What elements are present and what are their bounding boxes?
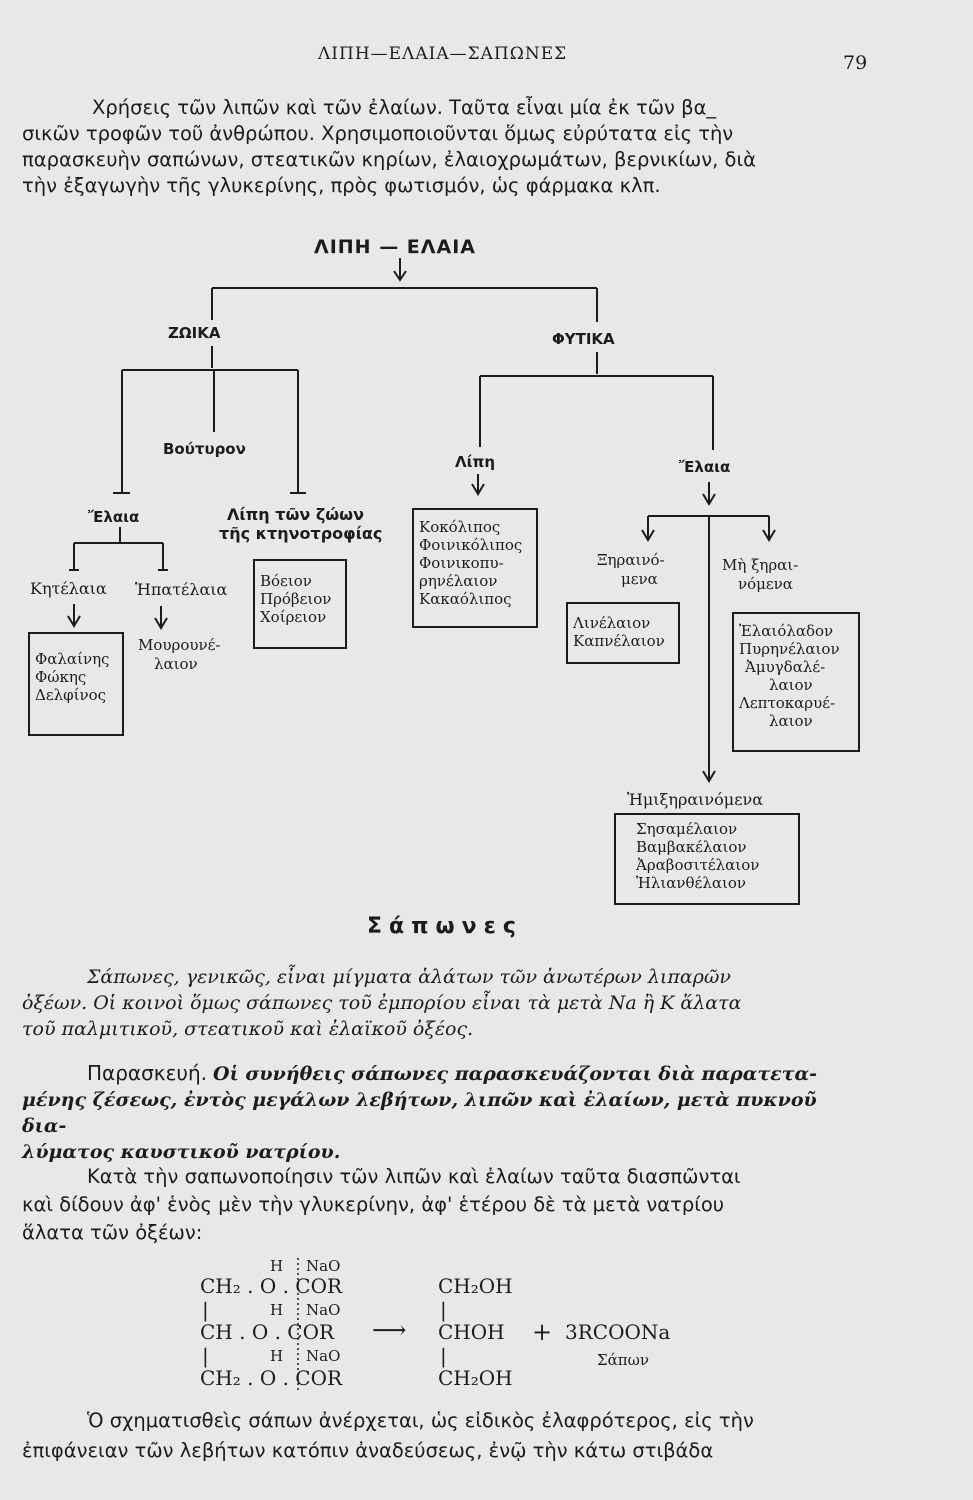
nao: NaO <box>306 1301 341 1319</box>
running-title: ΛΙΠΗ—ΕΛΑΙΑ—ΣΑΠΩΝΕΣ <box>318 44 568 64</box>
reactant-line-3: CH₂ . O . COR <box>200 1366 343 1390</box>
box-item: Καπνέλαιον <box>573 632 665 650</box>
nondrying-label-line1: Μὴ ξηραι- <box>722 556 799 574</box>
box-item: Δελφίνος <box>35 686 107 704</box>
animal-label: ΖΩΙΚΑ <box>168 324 221 342</box>
box-item: λαιον <box>769 712 813 730</box>
product-line-1: CH₂OH <box>438 1274 513 1298</box>
box-item: Πυρηνέλαιον <box>739 640 840 658</box>
box-item: λαιον <box>769 676 813 694</box>
prep-title: Παρασκευή. <box>87 1061 207 1085</box>
reactant-line-1: CH₂ . O . COR <box>200 1274 343 1298</box>
box-item: Σησαμέλαιον <box>636 820 738 838</box>
semidrying-label: Ἡμιξηραινόμενα <box>627 790 764 809</box>
text-line: ἐπιφάνειαν τῶν λεβήτων κατόπιν ἀναδεύσεως, ἐνῷ τὴν κάτω στιβάδα <box>22 1439 714 1462</box>
plant-fats-label: Λίπη <box>455 453 495 471</box>
butter-label: Βούτυρον <box>163 440 246 458</box>
bond: | <box>202 1298 209 1322</box>
tree-root: ΛΙΠΗ — ΕΛΑΙΑ <box>314 236 476 258</box>
text-line: τὴν ἐξαγωγὴν τῆς γλυκερίνης, πρὸς φωτισμόν, ὡς φάρμακα κλπ. <box>22 174 661 197</box>
box-item: Φώκης <box>35 668 87 686</box>
text-line: Ὁ σχηματισθεὶς σάπων ἀνέρχεται, ὡς εἰδικὸς ἐλαφρότερος, εἰς τὴν <box>87 1409 754 1432</box>
box-item: Ἀραβοσιτέλαιον <box>636 856 760 874</box>
text-line: καὶ δίδουν ἀφ' ἑνὸς μὲν τὴν γλυκερίνην, ἀφ' ἑτέρου δὲ τὰ μετὰ νατρίου <box>22 1193 725 1216</box>
hydrogen: H <box>270 1301 284 1319</box>
box-item: Χοίρειον <box>260 608 327 626</box>
box-item: Βόειον <box>260 572 312 590</box>
nao: NaO <box>306 1347 341 1365</box>
soap-product: 3RCOONa <box>565 1320 671 1344</box>
box-item: Κοκόλιπος <box>419 518 501 536</box>
drying-label-line1: Ξηραινό- <box>597 551 665 569</box>
text-line: Οἱ συνήθεις σάπωνες παρασκευάζονται διὰ παρατετα- <box>213 1063 817 1085</box>
ipatelaia-label: Ἡπατέλαια <box>135 580 228 599</box>
text-line: Χρήσεις τῶν λιπῶν καὶ τῶν ἐλαίων. Ταῦτα εἶναι μία ἐκ τῶν βα_ <box>92 96 717 119</box>
bond: | <box>202 1344 209 1368</box>
text-line: παρασκευὴν σαπώνων, στεατικῶν κηρίων, ἐλαιοχρωμάτων, βερνικίων, διὰ <box>22 148 756 171</box>
box-item: Φαλαίνης <box>35 650 110 668</box>
text-line: Σάπωνες, γενικῶς, εἶναι μίγματα ἁλάτων τῶν ἀνωτέρων λιπαρῶν <box>87 966 731 988</box>
page-number: 79 <box>843 52 868 74</box>
farm-fats-label-line1: Λίπη τῶν ζώων <box>227 505 364 524</box>
box-item: Φοινικόλιπος <box>419 536 523 554</box>
text-line: μένης ζέσεως, ἐντὸς μεγάλων λεβήτων, λιπῶν καὶ ἐλαίων, μετὰ πυκνοῦ δια- <box>22 1089 817 1137</box>
plant-oils-label: Ἔλαια <box>679 458 731 476</box>
product-line-2: CHOH <box>438 1320 505 1344</box>
product-line-3: CH₂OH <box>438 1366 513 1390</box>
text-line: λύματος καυστικοῦ νατρίου. <box>22 1141 341 1163</box>
bond: | <box>440 1298 447 1322</box>
mouroun-label-line2: λαιον <box>154 655 198 673</box>
reactant-line-2: CH . O . COR <box>200 1320 335 1344</box>
nao: NaO <box>306 1257 341 1275</box>
box-item: Φοινικοπυ- <box>419 554 504 572</box>
box-item: Λινέλαιον <box>573 614 651 632</box>
soaps-heading: Σάπωνες <box>367 914 523 939</box>
hydrogen: H <box>270 1347 284 1365</box>
box-item: Ἐλαιόλαδον <box>739 622 834 640</box>
box-item: Ἀμυγδαλέ- <box>745 658 826 676</box>
box-item: ρηνέλαιον <box>419 572 498 590</box>
text-line: σικῶν τροφῶν τοῦ ἀνθρώπου. Χρησιμοποιοῦνται ὅμως εὐρύτατα εἰς τὴν <box>22 122 734 145</box>
animal-oils-label: Ἔλαια <box>88 508 140 526</box>
text-line: Κατὰ τὴν σαπωνοποίησιν τῶν λιπῶν καὶ ἐλαίων ταῦτα διασπῶνται <box>87 1165 741 1188</box>
box-item: Βαμβακέλαιον <box>636 838 747 856</box>
text-line: ἅλατα τῶν ὀξέων: <box>22 1221 203 1244</box>
nondrying-label-line2: νόμενα <box>738 575 793 593</box>
farm-fats-label-line2: τῆς κτηνοτροφίας <box>219 524 383 543</box>
text-line: τοῦ παλμιτικοῦ, στεατικοῦ καὶ ἐλαϊκοῦ ὀξέος. <box>22 1018 474 1040</box>
bond: | <box>440 1344 447 1368</box>
ktelaia-label: Κητέλαια <box>30 579 107 598</box>
reaction-arrow: ⟶ <box>372 1316 407 1344</box>
soap-label: Σάπων <box>597 1351 649 1369</box>
box-item: Κακαόλιπος <box>419 590 512 608</box>
box-item: Πρόβειον <box>260 590 332 608</box>
text-line: ὀξέων. Οἱ κοινοὶ ὅμως σάπωνες τοῦ ἐμπορίου εἶναι τὰ μετὰ Na ἢ K ἅλατα <box>22 992 742 1014</box>
drying-label-line2: μενα <box>621 570 658 588</box>
closing-paragraph <box>22 1406 867 1466</box>
plant-label: ΦΥΤΙΚΑ <box>552 330 615 348</box>
mouroun-label-line1: Μουρουνέ- <box>138 636 221 654</box>
box-item: Ἡλιανθέλαιον <box>636 874 746 892</box>
plus-sign: + <box>532 1318 553 1346</box>
hydrogen: H <box>270 1257 284 1275</box>
box-item: Λεπτοκαρυέ- <box>739 694 836 712</box>
